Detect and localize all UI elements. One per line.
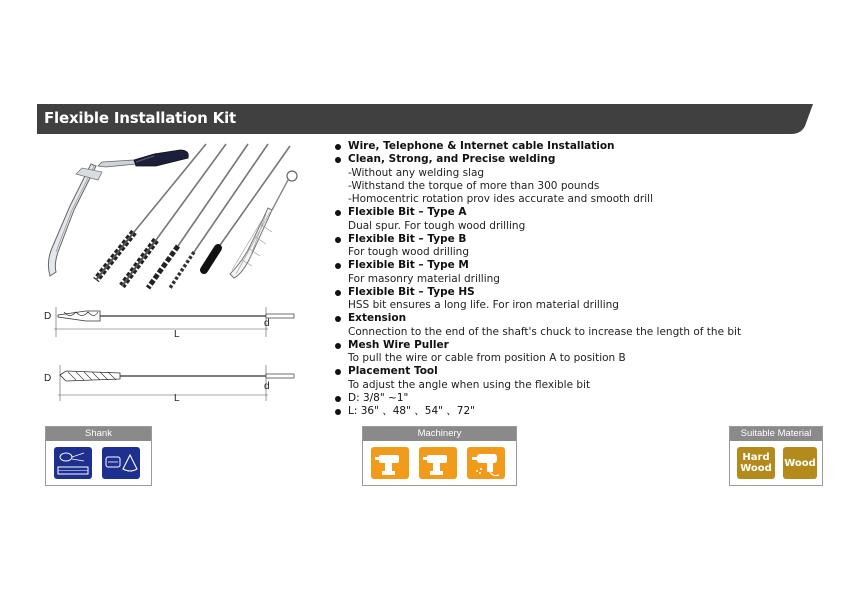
feature-item <box>334 365 814 392</box>
feature-item <box>334 286 814 313</box>
feature-item <box>334 259 814 286</box>
corded-drill-icon <box>467 447 505 479</box>
feature-item <box>334 206 814 233</box>
feature-item <box>334 153 814 206</box>
hard-wood-tile <box>737 447 775 479</box>
bullet-icon <box>335 409 341 415</box>
dim-label-L: L <box>174 329 180 339</box>
feature-title: Mesh Wire Puller <box>348 338 449 351</box>
bullet-icon <box>335 396 341 402</box>
feature-title: Flexible Bit – Type HS <box>348 285 475 298</box>
hard-wood-label: Hard Wood <box>740 452 772 474</box>
bullet-icon <box>335 144 341 150</box>
feature-detail: -Withstand the torque of more than 300 pounds <box>348 179 600 192</box>
feature-detail: HSS bit ensures a long life. For iron material drilling <box>348 299 619 311</box>
feature-item <box>334 312 814 339</box>
spec-diameter: D: 3/8" ~1" <box>348 391 409 404</box>
product-illustration <box>36 140 326 290</box>
wood-tile <box>783 447 817 479</box>
bit-dimension-diagram-1 <box>36 303 306 339</box>
feature-detail: To adjust the angle when using the flexible bit <box>348 378 591 391</box>
feature-detail: To pull the wire or cable from position A to position B <box>348 352 626 364</box>
feature-title: Flexible Bit – Type B <box>348 232 467 245</box>
feature-title: Placement Tool <box>348 365 438 378</box>
shank-box <box>45 426 152 486</box>
triangle-shank-icon <box>102 447 140 479</box>
spec-length: L: 36" 、48" 、54" 、72" <box>348 405 475 417</box>
dim-label-d: d <box>264 381 270 392</box>
hex-shank-icon <box>54 447 92 479</box>
feature-title: Wire, Telephone & Internet cable Installation <box>348 140 615 152</box>
feature-title: Flexible Bit – Type A <box>348 206 467 219</box>
feature-item <box>334 233 814 260</box>
shank-header: Shank <box>46 427 151 441</box>
cordless-drill-icon <box>419 447 457 479</box>
machinery-header: Machinery <box>363 427 516 441</box>
feature-item <box>334 140 814 153</box>
page-title: Flexible Installation Kit <box>44 109 236 127</box>
feature-item <box>334 339 814 366</box>
feature-title: Flexible Bit – Type M <box>348 259 469 272</box>
suitable-material-box <box>729 426 823 486</box>
material-header: Suitable Material <box>730 427 822 441</box>
flexible-bit-type-m <box>148 144 248 288</box>
bit-dimension-diagram-2 <box>36 361 306 403</box>
feature-title: Clean, Strong, and Precise welding <box>348 153 556 166</box>
cordless-drill-icon <box>371 447 409 479</box>
feature-detail: -Without any welding slag <box>348 166 485 179</box>
bullet-icon <box>335 343 341 349</box>
feature-detail: -Homocentric rotation prov ides accurate and smooth drill <box>348 193 653 205</box>
dim-label-L: L <box>174 393 180 403</box>
feature-item <box>334 405 814 418</box>
feature-detail: Dual spur. For tough wood drilling <box>348 219 526 232</box>
title-bar <box>37 104 813 134</box>
wood-label: Wood <box>784 458 816 469</box>
dim-label-D: D <box>44 373 52 384</box>
feature-detail: Connection to the end of the shaft's chuck to increase the length of the bit <box>348 325 742 338</box>
feature-title: Extension <box>348 312 407 325</box>
mesh-wire-puller <box>230 171 297 278</box>
dim-label-D: D <box>44 311 52 322</box>
dim-label-d: d <box>264 318 270 329</box>
feature-list <box>334 140 814 418</box>
feature-detail: For masonry material drilling <box>348 272 500 285</box>
feature-item <box>334 392 814 405</box>
bullet-icon <box>335 290 341 296</box>
flexible-bit-type-hs <box>170 144 268 288</box>
feature-detail: For tough wood drilling <box>348 246 470 258</box>
bullet-icon <box>335 237 341 243</box>
machinery-box <box>362 426 517 486</box>
